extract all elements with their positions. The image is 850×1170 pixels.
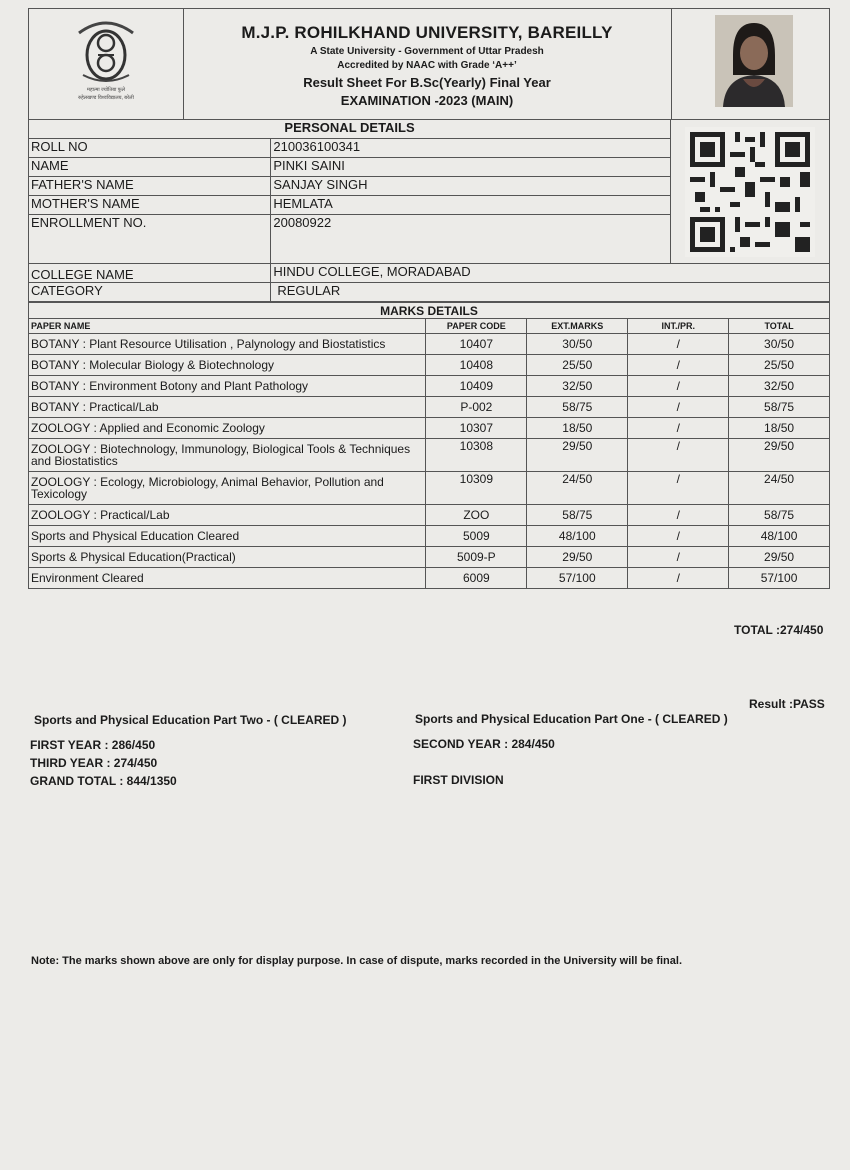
header	[28, 8, 830, 119]
int-marks: /	[628, 472, 729, 505]
total-marks: 24/50	[729, 472, 830, 505]
ext-marks: 25/50	[527, 355, 628, 376]
table-row	[29, 355, 830, 376]
total-marks: 18/50	[729, 418, 830, 439]
paper-code: 5009	[426, 526, 527, 547]
total-marks: 30/50	[729, 334, 830, 355]
category-value: REGULAR	[271, 283, 830, 302]
ext-marks: 32/50	[527, 376, 628, 397]
total-marks: 57/100	[729, 568, 830, 589]
paper-code: P-002	[426, 397, 527, 418]
paper-code: 10409	[426, 376, 527, 397]
result-sheet	[28, 8, 830, 589]
paper-code: 10307	[426, 418, 527, 439]
table-row	[29, 547, 830, 568]
roll-value: 210036100341	[271, 139, 671, 158]
division: FIRST DIVISION	[413, 773, 504, 787]
int-marks: /	[628, 376, 729, 397]
paper-name: Sports and Physical Education Cleared	[29, 526, 426, 547]
paper-code: 10308	[426, 439, 527, 472]
int-marks: /	[628, 568, 729, 589]
col-total: TOTAL	[729, 319, 830, 334]
paper-name: ZOOLOGY : Ecology, Microbiology, Animal Behavior, Pollution and Texicology	[29, 472, 426, 505]
int-marks: /	[628, 418, 729, 439]
sports-part-two: Sports and Physical Education Part Two - ( CLEARED )	[34, 713, 347, 727]
qr-code-icon	[685, 127, 815, 257]
logo-caption-2: रुहेलखण्ड विश्वविद्यालय, बरेली	[78, 95, 134, 101]
result-sheet-title: Result Sheet For B.Sc(Yearly) Final Year	[303, 75, 551, 90]
paper-name: ZOOLOGY : Biotechnology, Immunology, Biological Tools & Techniques and Biostatistics	[29, 439, 426, 472]
table-row	[29, 505, 830, 526]
marks-details-table	[28, 302, 830, 589]
total-marks: 25/50	[729, 355, 830, 376]
roll-label: ROLL NO	[29, 139, 271, 158]
college-value: HINDU COLLEGE, MORADABAD	[271, 264, 830, 283]
ext-marks: 57/100	[527, 568, 628, 589]
int-marks: /	[628, 355, 729, 376]
ext-marks: 30/50	[527, 334, 628, 355]
university-logo	[29, 9, 184, 119]
table-row	[29, 397, 830, 418]
name-label: NAME	[29, 158, 271, 177]
int-marks: /	[628, 547, 729, 568]
paper-name: ZOOLOGY : Applied and Economic Zoology	[29, 418, 426, 439]
mother-value: HEMLATA	[271, 196, 671, 215]
title-block	[184, 9, 670, 119]
int-marks: /	[628, 439, 729, 472]
paper-code: 10408	[426, 355, 527, 376]
category-label: CATEGORY	[29, 283, 271, 302]
qr-code	[671, 120, 830, 264]
ext-marks: 58/75	[527, 397, 628, 418]
int-marks: /	[628, 397, 729, 418]
total-marks: 29/50	[729, 439, 830, 472]
personal-details-heading: PERSONAL DETAILS	[29, 120, 671, 139]
total-marks: 58/75	[729, 505, 830, 526]
paper-name: BOTANY : Plant Resource Utilisation , Palynology and Biostatistics	[29, 334, 426, 355]
disclaimer-note: Note: The marks shown above are only for display purpose. In case of dispute, marks recorded in the University will be final.	[31, 955, 683, 967]
grand-total: GRAND TOTAL : 844/1350	[30, 774, 177, 788]
col-int-pr: INT./PR.	[628, 319, 729, 334]
total-marks: 29/50	[729, 547, 830, 568]
ext-marks: 24/50	[527, 472, 628, 505]
col-ext-marks: EXT.MARKS	[527, 319, 628, 334]
paper-name: BOTANY : Molecular Biology & Biotechnology	[29, 355, 426, 376]
second-year-total: SECOND YEAR : 284/450	[413, 737, 555, 751]
marks-details-heading: MARKS DETAILS	[29, 303, 830, 319]
father-value: SANJAY SINGH	[271, 177, 671, 196]
result-status: Result :PASS	[749, 697, 825, 711]
father-label: FATHER'S NAME	[29, 177, 271, 196]
paper-code: 6009	[426, 568, 527, 589]
table-row	[29, 568, 830, 589]
table-row	[29, 526, 830, 547]
photo-box	[671, 9, 832, 119]
first-year-total: FIRST YEAR : 286/450	[30, 738, 156, 752]
college-label: COLLEGE NAME	[29, 264, 271, 283]
paper-code: ZOO	[426, 505, 527, 526]
paper-name: Environment Cleared	[29, 568, 426, 589]
total-marks: 58/75	[729, 397, 830, 418]
mother-label: MOTHER'S NAME	[29, 196, 271, 215]
ext-marks: 29/50	[527, 547, 628, 568]
university-name: M.J.P. ROHILKHAND UNIVERSITY, BAREILLY	[241, 23, 613, 42]
enrollment-value: 20080922	[271, 215, 671, 264]
int-marks: /	[628, 526, 729, 547]
table-row	[29, 376, 830, 397]
table-row	[29, 418, 830, 439]
university-subtitle: A State University - Government of Uttar Pradesh	[310, 46, 544, 57]
ext-marks: 18/50	[527, 418, 628, 439]
third-year-total: THIRD YEAR : 274/450	[30, 756, 158, 770]
total-marks: 48/100	[729, 526, 830, 547]
paper-name: Sports & Physical Education(Practical)	[29, 547, 426, 568]
sports-part-one: Sports and Physical Education Part One - ( CLEARED )	[415, 712, 728, 726]
paper-code: 10309	[426, 472, 527, 505]
paper-code: 10407	[426, 334, 527, 355]
table-row	[29, 334, 830, 355]
table-row	[29, 472, 830, 505]
int-marks: /	[628, 505, 729, 526]
paper-name: ZOOLOGY : Practical/Lab	[29, 505, 426, 526]
paper-code: 5009-P	[426, 547, 527, 568]
emblem-icon	[69, 15, 143, 87]
enrollment-label: ENROLLMENT NO.	[29, 215, 271, 264]
accreditation: Accredited by NAAC with Grade ‘A++’	[337, 60, 517, 71]
col-paper-code: PAPER CODE	[426, 319, 527, 334]
total-score: TOTAL :274/450	[734, 623, 824, 637]
logo-caption-1: महात्मा ज्योतिबा फुले	[86, 87, 125, 93]
int-marks: /	[628, 334, 729, 355]
ext-marks: 48/100	[527, 526, 628, 547]
table-row	[29, 439, 830, 472]
col-paper-name: PAPER NAME	[29, 319, 426, 334]
name-value: PINKI SAINI	[271, 158, 671, 177]
ext-marks: 58/75	[527, 505, 628, 526]
paper-name: BOTANY : Practical/Lab	[29, 397, 426, 418]
ext-marks: 29/50	[527, 439, 628, 472]
student-photo	[715, 15, 793, 107]
examination-title: EXAMINATION -2023 (MAIN)	[340, 93, 514, 108]
paper-name: BOTANY : Environment Botony and Plant Pathology	[29, 376, 426, 397]
total-marks: 32/50	[729, 376, 830, 397]
personal-details-table	[28, 119, 830, 302]
